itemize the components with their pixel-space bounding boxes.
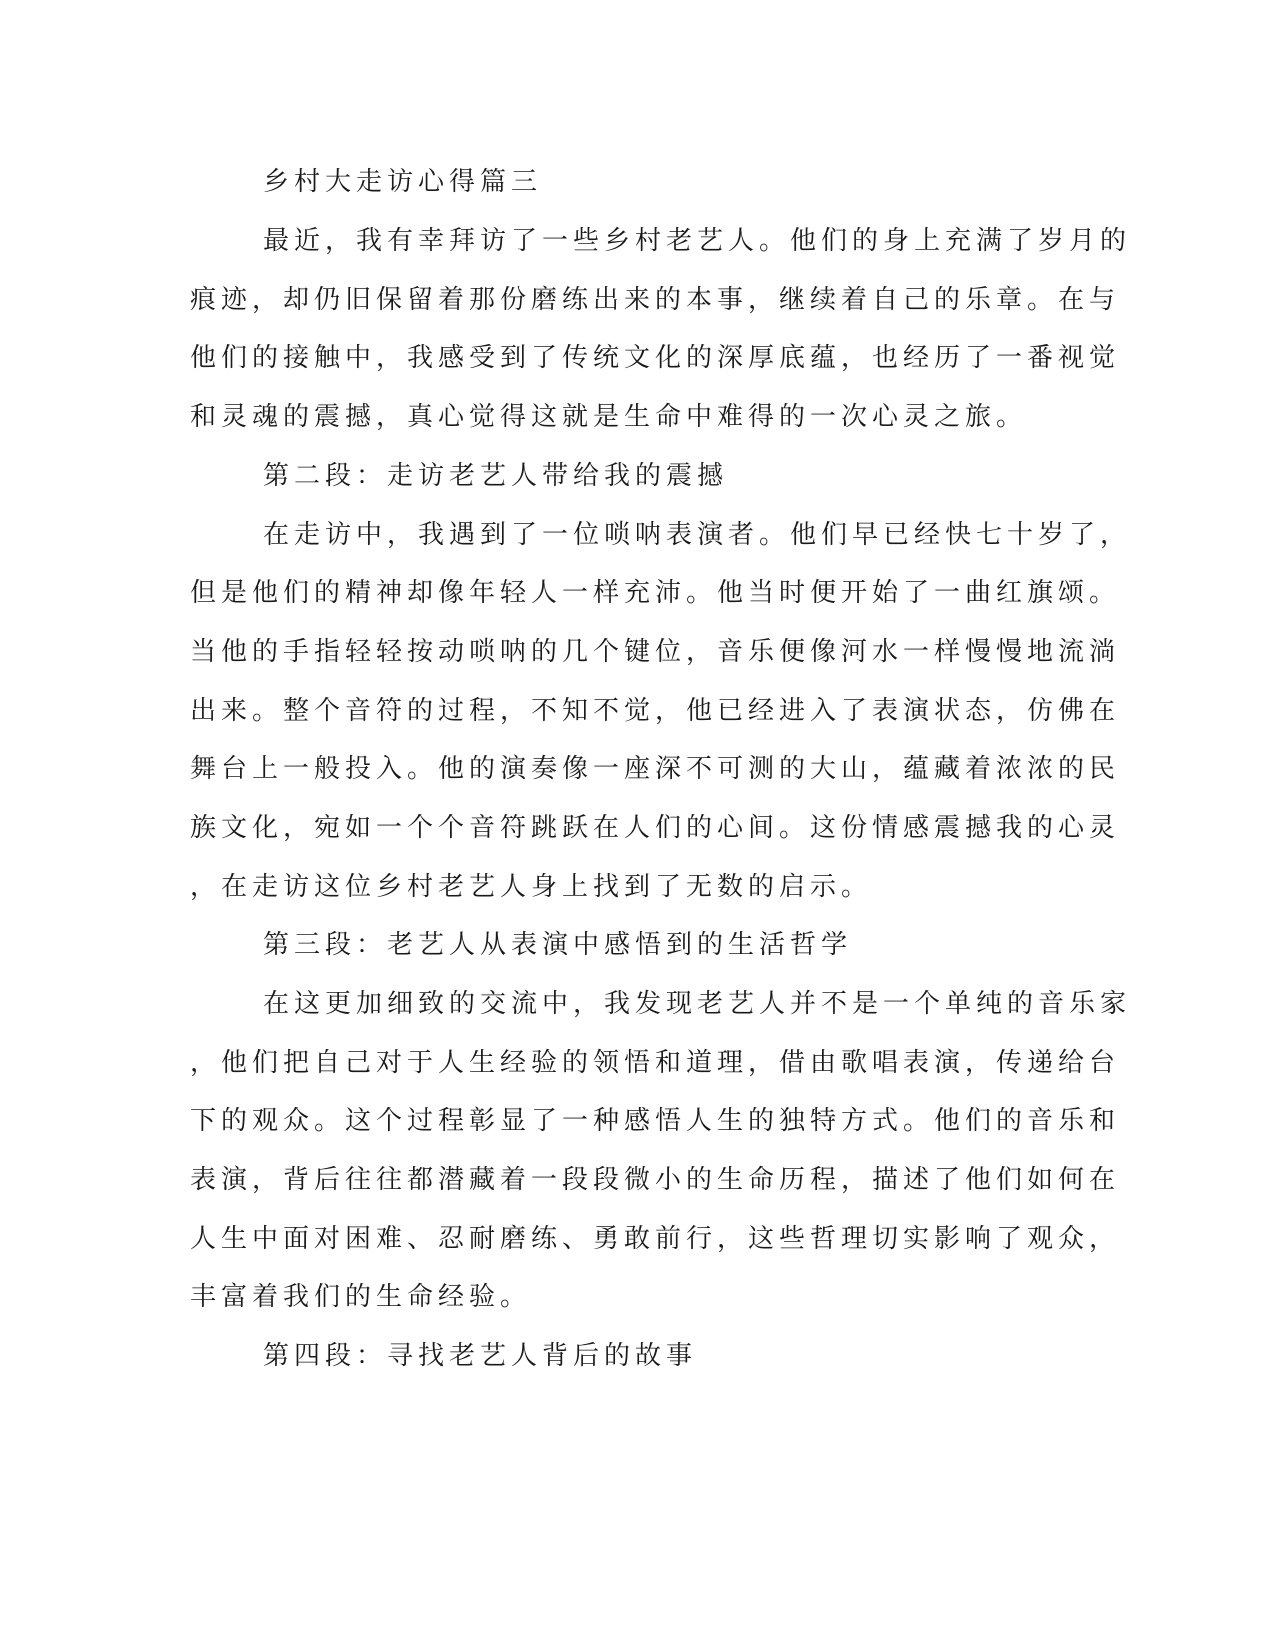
paragraph-line: 出来。整个音符的过程，不知不觉，他已经进入了表演状态，仿佛在: [190, 696, 1121, 726]
paragraph-line: 丰富着我们的生命经验。: [190, 1282, 532, 1312]
section-heading: 第四段：寻找老艺人背后的故事: [263, 1341, 698, 1371]
paragraph-line: 和灵魂的震撼，真心觉得这就是生命中难得的一次心灵之旅。: [190, 402, 1028, 432]
paragraph-line: 在这更加细致的交流中，我发现老艺人并不是一个单纯的音乐家: [263, 989, 1132, 1019]
paragraph-line: 表演，背后往往都潜藏着一段段微小的生命历程，描述了他们如何在: [190, 1165, 1121, 1195]
paragraph-line: 但是他们的精神却像年轻人一样充沛。他当时便开始了一曲红旗颂。: [190, 578, 1121, 608]
paragraph-line: 族文化，宛如一个个音符跳跃在人们的心间。这份情感震撼我的心灵: [190, 813, 1121, 843]
paragraph-line: 下的观众。这个过程彰显了一种感悟人生的独特方式。他们的音乐和: [190, 1106, 1121, 1136]
paragraph-line: 舞台上一般投入。他的演奏像一座深不可测的大山，蕴藏着浓浓的民: [190, 754, 1121, 784]
section-heading: 第三段：老艺人从表演中感悟到的生活哲学: [263, 930, 853, 960]
paragraph-line: 人生中面对困难、忍耐磨练、勇敢前行，这些哲理切实影响了观众，: [190, 1224, 1121, 1254]
paragraph-line: 当他的手指轻轻按动唢呐的几个键位，音乐便像河水一样慢慢地流淌: [190, 637, 1121, 667]
paragraph-line: 在走访中，我遇到了一位唢呐表演者。他们早已经快七十岁了，: [263, 520, 1132, 550]
paragraph-line: 痕迹，却仍旧保留着那份磨练出来的本事，继续着自己的乐章。在与: [190, 285, 1121, 315]
paragraph-line: ，在走访这位乡村老艺人身上找到了无数的启示。: [190, 872, 873, 902]
paragraph-line: 他们的接触中，我感受到了传统文化的深厚底蕴，也经历了一番视觉: [190, 343, 1121, 373]
document-title: 乡村大走访心得篇三: [263, 167, 543, 197]
section-heading: 第二段：走访老艺人带给我的震撼: [263, 461, 729, 491]
paragraph-line: ，他们把自己对于人生经验的领悟和道理，借由歌唱表演，传递给台: [190, 1048, 1121, 1078]
paragraph-line: 最近，我有幸拜访了一些乡村老艺人。他们的身上充满了岁月的: [263, 226, 1132, 256]
